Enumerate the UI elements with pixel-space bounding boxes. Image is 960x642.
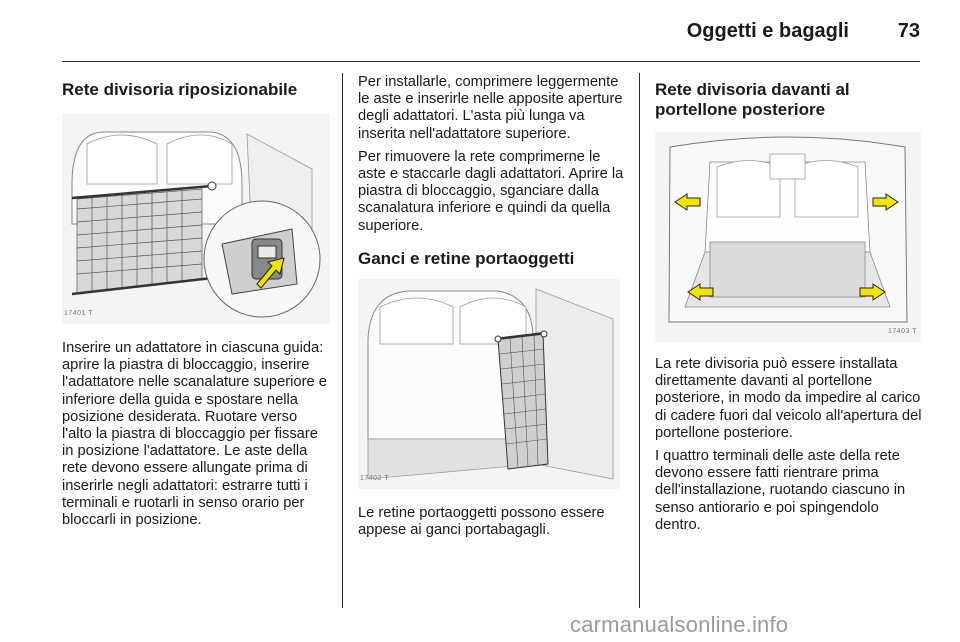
column-left: [62, 74, 330, 535]
column-right: [655, 74, 923, 540]
figure-storage-net: [358, 279, 620, 489]
page-header: [0, 0, 960, 62]
column-divider: [342, 73, 343, 608]
figure-code: 17402 T: [360, 474, 390, 482]
section-heading: Rete divisoria riposizionabile: [62, 80, 298, 99]
paragraph: Per installarle, comprimere leggermente le aste e inserirle nelle apposite aperture degli adattatori. L'asta più lunga va inserita nell'adattatore superiore.: [358, 74, 623, 142]
header-divider: [62, 61, 920, 62]
paragraph: I quattro terminali delle aste della rete devono essere fatti rientrare prima dell'installazione, ruotando ciascuno in senso antiorario e poi spingendolo dentro.: [655, 448, 906, 533]
paragraph: Per rimuovere la rete comprimerne le aste e staccarle dagli adattatori. Aprire la piastra di bloccaggio, sganciare dalla scanalatura inferiore e quindi da quella superiore.: [358, 148, 624, 234]
figure-net-adapter: [62, 114, 330, 324]
paragraph: La rete divisoria può essere installata direttamente davanti al portellone posteriore, in modo da impedire al carico di cadere fuori dal veicolo all'apertura del portellone posteriore.: [655, 356, 922, 441]
section-title: Oggetti e bagagli: [686, 20, 849, 42]
section-heading: [655, 80, 923, 120]
watermark: carmanualsonline.info: [570, 612, 789, 637]
paragraph: Le retine portaoggetti possono essere appese ai ganci portabagagli.: [358, 504, 605, 539]
column-middle: [358, 74, 628, 545]
figure-code: 17401 T: [64, 309, 94, 317]
heading-line: portellone posteriore: [655, 100, 826, 119]
page-number: 73: [897, 20, 920, 42]
paragraph: Inserire un adattatore in ciascuna guida: aprire la piastra di bloccaggio, inserire l'adattatore nelle scanalature superiore e inferiore della guida e spostare nella posizione desiderata. Ruotare verso l'alto la piastra di bloccaggio per fissare in posizione l'adattatore. Le aste della rete devono essere allungate prima di inserirle negli adattatori: estrarre tutti i terminali e ruotarli in senso orario per bloccarli in posizione.: [62, 340, 327, 529]
section-heading: Ganci e retine portaoggetti: [358, 248, 575, 268]
figure-code: 17403 T: [887, 327, 917, 335]
heading-line: Rete divisoria davanti al: [655, 80, 850, 99]
column-divider: [639, 73, 640, 608]
figure-tailgate-net: [655, 132, 921, 342]
